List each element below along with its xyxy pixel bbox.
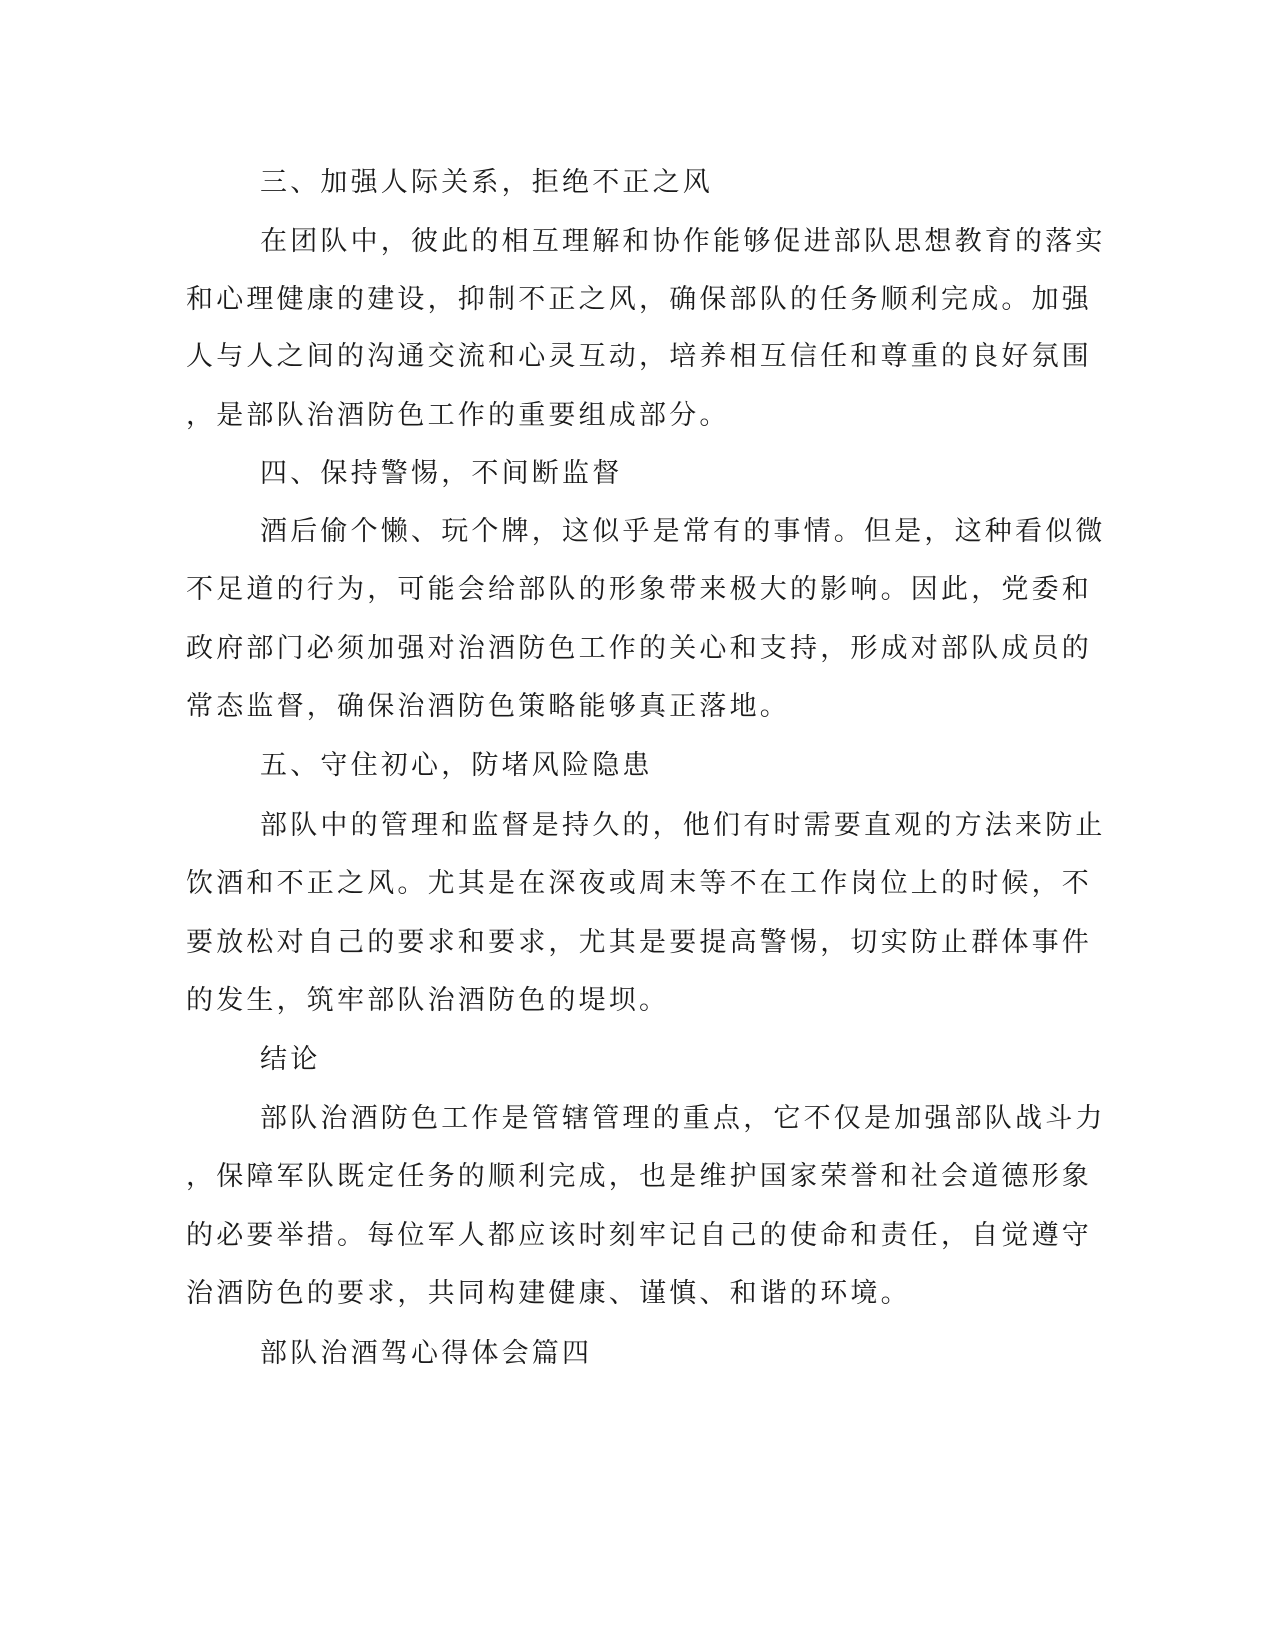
next-article-title: 部队治酒驾心得体会篇四 <box>260 1338 593 1369</box>
paragraph-line: 的必要举措。每位军人都应该时刻牢记自己的使命和责任，自觉遵守 <box>186 1220 1092 1251</box>
paragraph-line: 政府部门必须加强对治酒防色工作的关心和支持，形成对部队成员的 <box>186 633 1092 664</box>
paragraph-line: ，保障军队既定任务的顺利完成，也是维护国家荣誉和社会道德形象 <box>186 1161 1092 1192</box>
paragraph-line: 饮酒和不正之风。尤其是在深夜或周末等不在工作岗位上的时候，不 <box>186 868 1092 899</box>
paragraph-line: 在团队中，彼此的相互理解和协作能够促进部队思想教育的落实 <box>260 226 1106 257</box>
paragraph-line: 人与人之间的沟通交流和心灵互动，培养相互信任和尊重的良好氛围 <box>186 341 1092 372</box>
section-heading: 五、守住初心，防堵风险隐患 <box>260 750 653 781</box>
paragraph-line: 部队中的管理和监督是持久的，他们有时需要直观的方法来防止 <box>260 810 1106 841</box>
section-heading: 三、加强人际关系，拒绝不正之风 <box>260 167 713 198</box>
paragraph-line: 酒后偷个懒、玩个牌，这似乎是常有的事情。但是，这种看似微 <box>260 516 1106 547</box>
paragraph-line: 不足道的行为，可能会给部队的形象带来极大的影响。因此，党委和 <box>186 574 1092 605</box>
paragraph-line: 部队治酒防色工作是管辖管理的重点，它不仅是加强部队战斗力 <box>260 1103 1106 1134</box>
paragraph-line: 治酒防色的要求，共同构建健康、谨慎、和谐的环境。 <box>186 1278 911 1309</box>
section-heading: 四、保持警惕，不间断监督 <box>260 458 623 489</box>
paragraph-line: ，是部队治酒防色工作的重要组成部分。 <box>186 400 730 431</box>
paragraph-line: 的发生，筑牢部队治酒防色的堤坝。 <box>186 985 670 1016</box>
paragraph-line: 和心理健康的建设，抑制不正之风，确保部队的任务顺利完成。加强 <box>186 284 1092 315</box>
section-heading: 结论 <box>260 1044 321 1075</box>
paragraph-line: 常态监督，确保治酒防色策略能够真正落地。 <box>186 691 790 722</box>
paragraph-line: 要放松对自己的要求和要求，尤其是要提高警惕，切实防止群体事件 <box>186 927 1092 958</box>
